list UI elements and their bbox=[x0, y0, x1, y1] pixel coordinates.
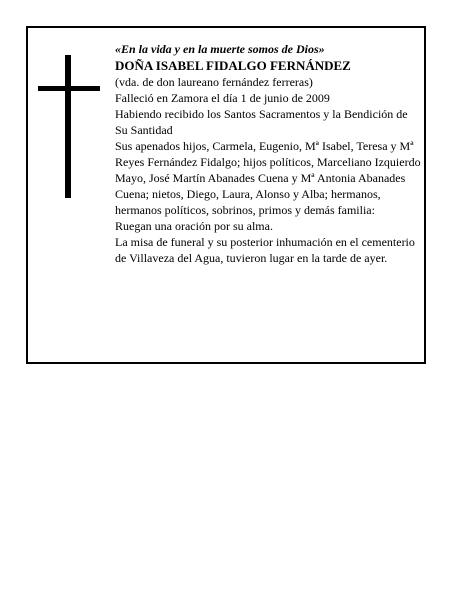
latin-cross-icon bbox=[38, 55, 100, 198]
death-line: Falleció en Zamora el día 1 de junio de 2009 bbox=[115, 91, 330, 105]
deceased-name: DOÑA ISABEL FIDALGO FERNÁNDEZ bbox=[115, 58, 351, 73]
cross-vertical-bar bbox=[65, 55, 71, 198]
obituary-notice bbox=[26, 26, 426, 364]
cross-horizontal-bar bbox=[38, 86, 100, 91]
funeral-paragraph: La misa de funeral y su posterior inhumación en el cementerio de Villaveza del Agua, tuvieron lugar en la tarde de ayer. bbox=[115, 235, 415, 265]
prayer-line: Ruegan una oración por su alma. bbox=[115, 219, 273, 233]
sacraments-line: Habiendo recibido los Santos Sacramentos y la Bendición de Su Santidad bbox=[115, 107, 408, 137]
family-paragraph: Sus apenados hijos, Carmela, Eugenio, Mª Isabel, Teresa y Mª Reyes Fernández Fidalgo; hijos políticos, Marceliano Izquierdo Mayo, José Martín Abanades Cuena y Mª Antonia Abanades Cuena; nietos, Diego, Laura, Alonso y Alba; hermanos, hermanos políticos, sobrinos, primos y demás familia: bbox=[115, 139, 421, 217]
motto: «En la vida y en la muerte somos de Dios» bbox=[115, 42, 325, 56]
notice-text-block bbox=[115, 41, 423, 266]
widow-of-line: (vda. de don laureano fernández ferreras) bbox=[115, 75, 313, 89]
